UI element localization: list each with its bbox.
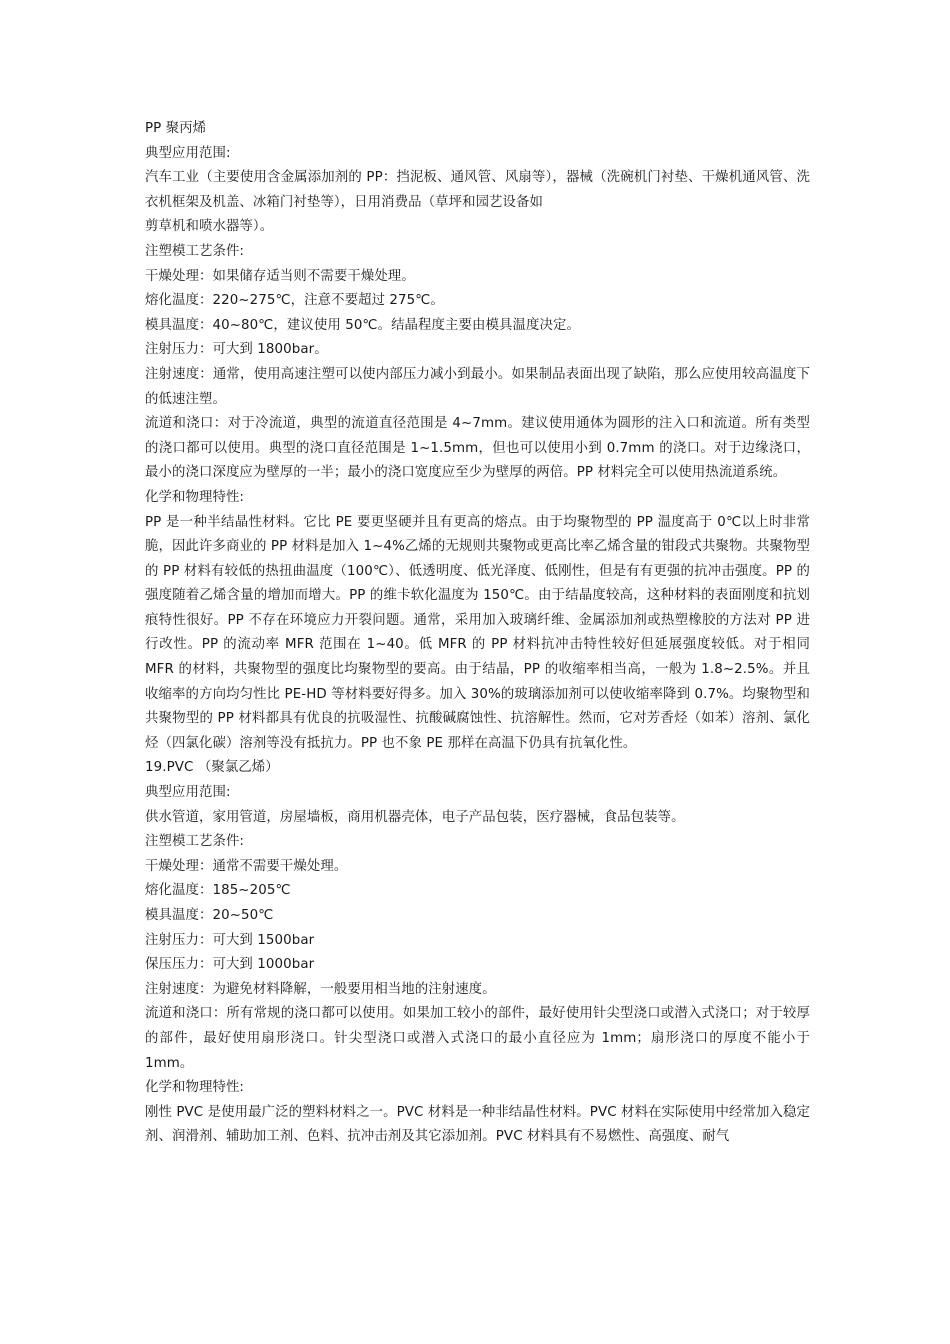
subheading-molding-conditions-pvc: 注塑模工艺条件: <box>145 834 245 850</box>
section-title-pp: PP 聚丙烯 <box>145 121 207 136</box>
document-body <box>145 117 810 1150</box>
pvc-injection-speed: 注射速度：为避免材料降解，一般要用相当地的注射速度。 <box>145 981 496 997</box>
subheading-properties-pvc: 化学和物理特性: <box>145 1080 245 1096</box>
pp-drying: 干燥处理：如果储存适当则不需要干燥处理。 <box>145 268 415 284</box>
pvc-applications: 供水管道，家用管道，房屋墙板，商用机器壳体，电子产品包装，医疗器械，食品包装等。 <box>145 809 685 825</box>
pvc-mold-temperature: 模具温度：20~50℃ <box>145 908 274 923</box>
pvc-drying: 干燥处理：通常不需要干燥处理。 <box>145 858 348 874</box>
paragraph-pp-applications: 汽车工业（主要使用含金属添加剂的 PP：挡泥板、通风管、风扇等），器械（洗碗机门衬垫、干燥机通风管、洗衣机框架及机盖、冰箱门衬垫等），日用消费品（草坪和园艺设备如 <box>145 170 810 210</box>
pp-melt-temperature: 熔化温度：220~275℃，注意不要超过 275℃。 <box>145 293 444 309</box>
pp-injection-pressure: 注射压力：可大到 1800bar。 <box>145 342 328 358</box>
pp-properties: PP 是一种半结晶性材料。它比 PE 要更坚硬并且有更高的熔点。由于均聚物型的 PP 温度高于 0℃以上时非常脆，因此许多商业的 PP 材料是加入 1~4%乙烯的无规则共聚物或更高比率乙烯含量的钳段式共聚物。共聚物型的 PP 材料有较低的热扭曲温度（100℃）、低透明度、低光泽度、低刚性，但是有有更强的抗冲击强度。PP 的强度随着乙烯含量的增加而增大。PP 的维卡软化温度为 150℃。由于结晶度较高，这种材料的表面刚度和抗划痕特性很好。PP 不存在环境应力开裂问题。通常，采用加入玻璃纤维、金属添加剂或热塑橡胶的方法对 PP 进行改性。PP 的流动率 MFR 范围在 1~40。低 MFR 的 PP 材料抗冲击特性较好但延展强度较低。对于相同 MFR 的材料，共聚物型的强度比均聚物型的要高。由于结晶，PP 的收缩率相当高，一般为 1.8~2.5%。并且收缩率的方向均匀性比 PE-HD 等材料要好得多。加入 30%的玻璃添加剂可以使收缩率降到 0.7%。均聚物型和共聚物型的 PP 材料都具有优良的抗吸湿性、抗酸碱腐蚀性、抗溶解性。然而，它对芳香烃（如苯）溶剂、氯化烃（四氯化碳）溶剂等没有抵抗力。PP 也不象 PE 那样在高温下仍具有抗氧化性。 <box>145 514 810 751</box>
pp-runners-gates: 流道和浇口：对于冷流道，典型的流道直径范围是 4~7mm。建议使用通体为圆形的注入口和流道。所有类型的浇口都可以使用。典型的浇口直径范围是 1~1.5mm，但也可以使用小到 0.7mm 的浇口。对于边缘浇口，最小的浇口深度应为壁厚的一半；最小的浇口宽度应至少为壁厚的两倍。PP 材料完全可以使用热流道系统。 <box>145 416 810 481</box>
subheading-properties: 化学和物理特性: <box>145 489 245 505</box>
pp-mold-temperature: 模具温度：40~80℃，建议使用 50℃。结晶程度主要由模具温度决定。 <box>145 317 580 333</box>
pp-injection-speed: 注射速度：通常，使用高速注塑可以使内部压力减小到最小。如果制品表面出现了缺陷，那么应使用较高温度下的低速注塑。 <box>145 366 810 407</box>
subheading-application-pvc: 典型应用范围: <box>145 785 231 801</box>
pvc-melt-temperature: 熔化温度：185~205℃ <box>145 883 291 899</box>
subheading-molding-conditions: 注塑模工艺条件: <box>145 243 245 259</box>
paragraph-pp-applications-cont: 剪草机和喷水器等）。 <box>145 219 274 235</box>
pvc-properties: 刚性 PVC 是使用最广泛的塑料材料之一。PVC 材料是一种非结晶性材料。PVC 材料在实际使用中经常加入稳定剂、润滑剂、辅助加工剂、色料、抗冲击剂及其它添加剂。PVC 材料具有不易燃性、高强度、耐气 <box>145 1104 810 1145</box>
pvc-injection-pressure: 注射压力：可大到 1500bar <box>145 932 315 948</box>
pvc-runners-gates: 流道和浇口：所有常规的浇口都可以使用。如果加工较小的部件，最好使用针尖型浇口或潜入式浇口；对于较厚的部件，最好使用扇形浇口。针尖型浇口或潜入式浇口的最小直径应为 1mm；扇形浇口的厚度不能小于 1mm。 <box>145 1006 810 1071</box>
subheading-application: 典型应用范围: <box>145 145 231 161</box>
section-title-pvc: 19.PVC （聚氯乙烯） <box>145 760 279 776</box>
pvc-holding-pressure: 保压压力：可大到 1000bar <box>145 957 315 973</box>
